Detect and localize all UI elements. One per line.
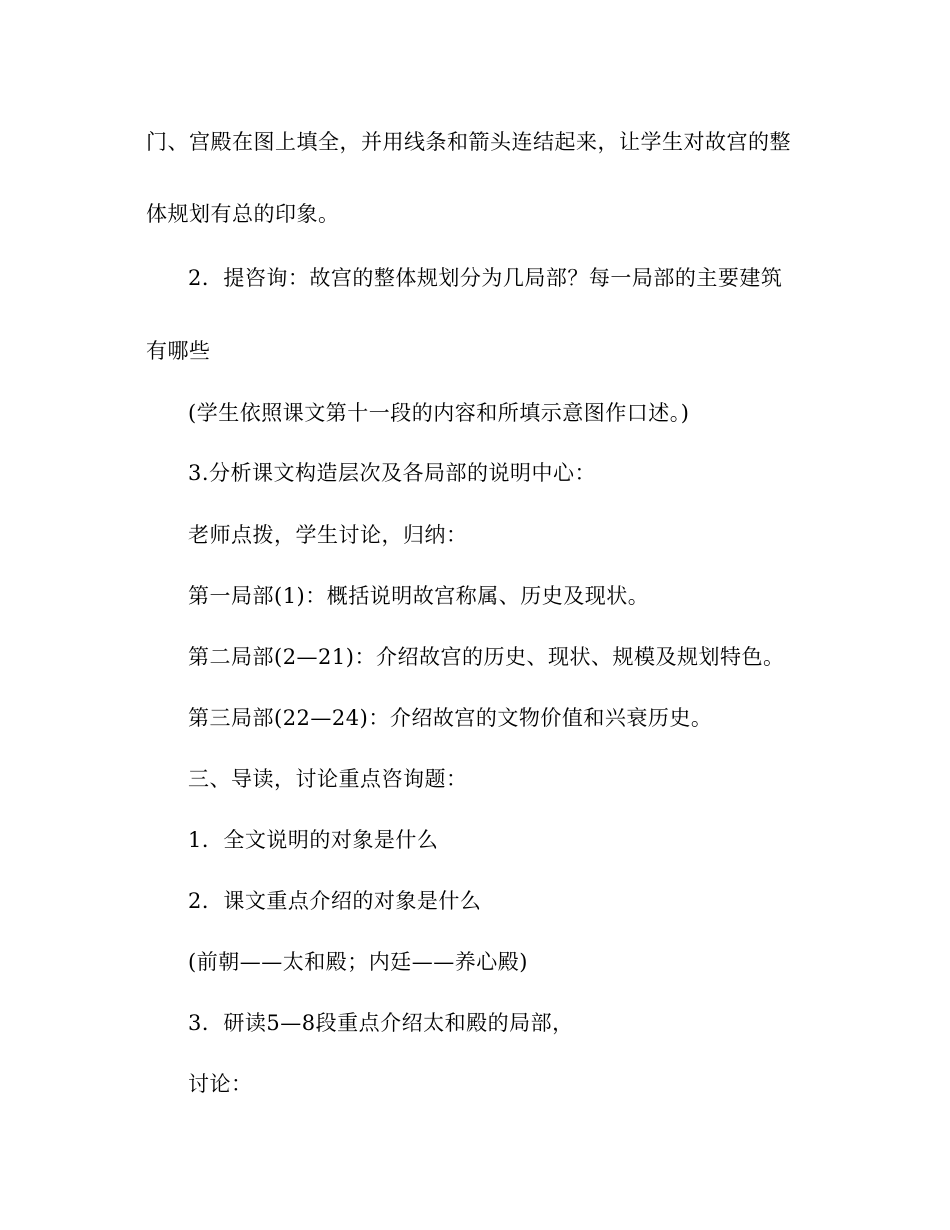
section-heading: 三、导读，讨论重点咨询题： [188, 767, 468, 791]
paragraph-line: 第一局部(1)：概括说明故宫称属、历史及现状。 [188, 584, 650, 608]
paragraph-line: 1．全文说明的对象是什么 [188, 828, 439, 852]
paragraph-line: 3.分析课文构造层次及各局部的说明中心： [188, 461, 597, 485]
paragraph-line: (学生依照课文第十一段的内容和所填示意图作口述。) [188, 401, 690, 425]
paragraph-line: 第二局部(2—21)：介绍故宫的历史、现状、规模及规划特色。 [188, 645, 785, 669]
paragraph-line: 老师点拨，学生讨论，归纳： [188, 523, 468, 547]
paragraph-line: (前朝——太和殿；内廷——养心殿) [188, 950, 528, 974]
paragraph-line: 2．提咨询：故宫的整体规划分为几局部？每一局部的主要建筑 [188, 266, 783, 290]
paragraph-line: 3．研读5—8段重点介绍太和殿的局部， [188, 1011, 574, 1035]
paragraph-line: 第三局部(22—24)：介绍故宫的文物价值和兴衰历史。 [188, 706, 713, 730]
paragraph-line: 体规划有总的印象。 [146, 202, 340, 226]
paragraph-line: 讨论： [188, 1072, 253, 1096]
paragraph-line: 有哪些 [146, 339, 211, 363]
paragraph-line: 2．课文重点介绍的对象是什么 [188, 889, 482, 913]
paragraph-line: 门、宫殿在图上填全，并用线条和箭头连结起来，让学生对故宫的整 [146, 130, 791, 154]
